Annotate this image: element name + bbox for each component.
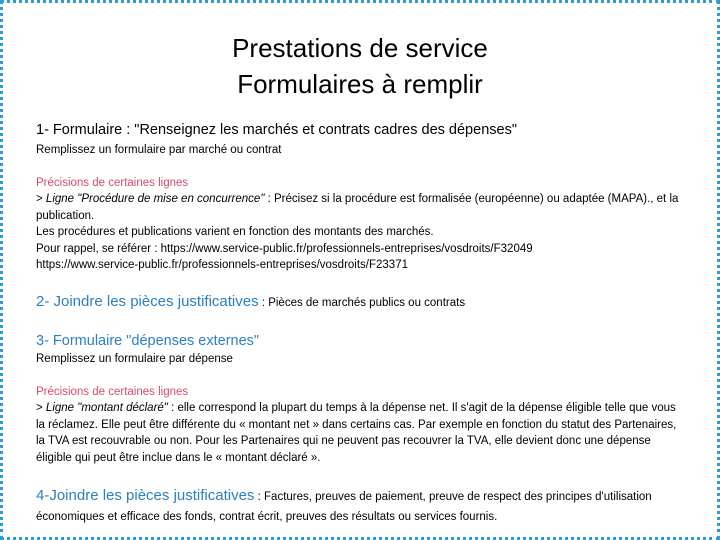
section-3-line-description	[36, 400, 686, 466]
section-1-line-description	[36, 191, 686, 224]
page-title-line2: Formulaires à remplir	[237, 69, 483, 99]
line-prefix: >	[36, 402, 46, 414]
section-3-subtitle: Remplissez un formulaire par dépense	[36, 353, 233, 365]
section-2-text: : Pièces de marchés publics ou contrats	[258, 297, 466, 309]
section-4-heading: 4-Joindre les pièces justificatives	[36, 487, 255, 504]
line-name: Ligne "Procédure de mise en concurrence"	[45, 193, 265, 205]
page-title-line1: Prestations de service	[232, 33, 488, 63]
section-2	[36, 293, 686, 312]
section-4-text: : Factures, preuves de paiement, preuve de respect des principes d'utilisation économiques et efficace des fonds, contrat écrit, preuves des résultats ou services fournis.	[36, 491, 652, 523]
section-1-precisions-label: Précisions de certaines lignes	[36, 176, 189, 189]
section-3	[36, 332, 686, 466]
line-prefix: >	[36, 193, 46, 205]
line-text: : elle correspond la plupart du temps à la dépense net. Il s'agit de la dépense éligible telle que vous la réclamez. Elle peut être différente du « montant net » dans certains cas. Par exemple en fonction du statut des Partenaires, la TVA est recouvrable ou non. Pour les Partenaires qui ne peuvent pas recouvrer la TVA, elle devient donc une dépense éligible qui peut être inclue dans le « montant déclaré ».	[36, 402, 677, 464]
section-1-text-2: Les procédures et publications varient en fonction des montants des marchés.	[36, 226, 434, 238]
section-1-text-4: https://www.service-public.fr/professionnels-entreprises/vosdroits/F23371	[36, 259, 408, 271]
section-2-heading: 2- Joindre les pièces justificatives	[36, 293, 259, 310]
line-name: Ligne "montant déclaré"	[45, 402, 168, 414]
section-3-precisions-label: Précisions de certaines lignes	[36, 385, 189, 398]
section-3-heading: 3- Formulaire "dépenses externes"	[36, 333, 260, 349]
section-1-subtitle: Remplissez un formulaire par marché ou contrat	[36, 144, 282, 156]
section-4	[36, 487, 686, 527]
section-1-heading: 1- Formulaire : "Renseignez les marchés et contrats cadres des dépenses"	[36, 122, 517, 138]
section-1	[36, 121, 686, 274]
line-text: : Précisez si la procédure est formalisée (européenne) ou adaptée (MAPA)., et la publication.	[36, 193, 679, 222]
section-1-text-3: Pour rappel, se référer : https://www.service-public.fr/professionnels-entreprises/vosdroits/F32049	[36, 242, 533, 255]
